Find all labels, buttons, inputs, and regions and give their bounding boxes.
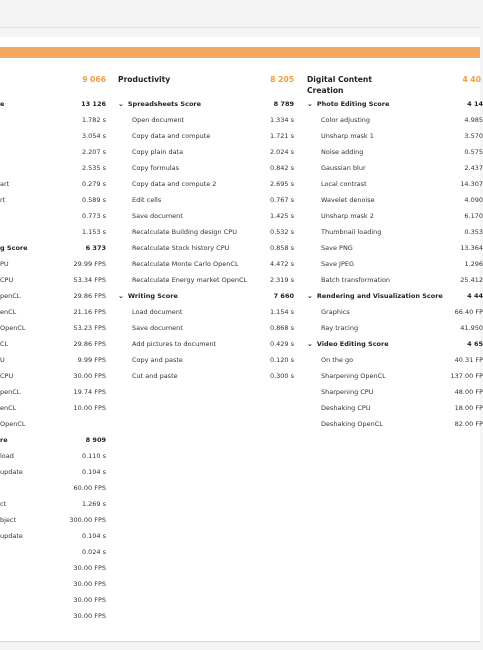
row-label-wrap [0, 336, 8, 352]
row-label-wrap [132, 352, 183, 368]
row-value: 30.00 FPS [73, 564, 106, 572]
row-label-wrap [321, 320, 358, 336]
result-row [0, 368, 106, 384]
row-label: Save JPEG [321, 260, 355, 268]
top-divider [0, 27, 480, 28]
result-row [307, 224, 483, 240]
row-label-wrap [321, 176, 367, 192]
column-header-label: Productivity [118, 75, 171, 84]
column-header-label: Digital Content Creation [307, 75, 372, 95]
column-header [307, 74, 483, 96]
result-row [0, 192, 106, 208]
row-label-wrap [0, 288, 20, 304]
row-label: Save document [132, 324, 183, 332]
row-value: 0.120 s [269, 356, 294, 364]
result-row [0, 160, 106, 176]
row-label: penCL [0, 292, 21, 300]
result-row [0, 128, 106, 144]
row-label-wrap [321, 256, 354, 272]
row-label-wrap [0, 432, 8, 448]
row-label: Recalculate Energy market OpenCL [132, 276, 248, 284]
row-value: 40.31 FP [454, 356, 483, 364]
row-value: 0.767 s [269, 196, 294, 204]
result-row [307, 352, 483, 368]
row-label: Unsharp mask 1 [321, 132, 374, 140]
result-row [0, 608, 106, 624]
result-row [307, 320, 483, 336]
row-label: Deshaking OpenCL [321, 420, 383, 428]
row-label: Load document [132, 308, 183, 316]
row-label-wrap [132, 320, 183, 336]
row-value: 8 789 [273, 100, 294, 108]
row-label: Edit cells [132, 196, 162, 204]
row-value: 29.99 FPS [73, 260, 106, 268]
row-label-wrap [132, 160, 179, 176]
row-value: 137.00 FP [450, 372, 483, 380]
row-value: 1.154 s [269, 308, 294, 316]
row-label-wrap [0, 416, 26, 432]
column-header [0, 74, 106, 96]
row-value: 6.170 [464, 212, 483, 220]
result-row [0, 432, 106, 448]
row-value: 2.024 s [269, 148, 294, 156]
row-value: 53.34 FPS [73, 276, 106, 284]
row-label: CL [0, 340, 9, 348]
row-label-wrap [321, 112, 370, 128]
row-label: Batch transformation [321, 276, 391, 284]
row-value: 13.364 [460, 244, 483, 252]
row-label: enCL [0, 404, 17, 412]
row-label: Writing Score [127, 292, 178, 300]
row-value: 0.024 s [81, 548, 106, 556]
row-value: 4.985 [464, 116, 483, 124]
row-label-wrap [132, 112, 184, 128]
result-row [0, 464, 106, 480]
row-value: 19.74 FPS [73, 388, 106, 396]
row-label-wrap [307, 336, 389, 352]
row-label: enCL [0, 308, 17, 316]
row-label-wrap [0, 496, 6, 512]
row-label: Recalculate Stock history CPU [132, 244, 230, 252]
result-row [307, 416, 483, 432]
row-label: e [0, 100, 5, 108]
row-label: Gaussian blur [321, 164, 366, 172]
row-label: ct [0, 500, 7, 508]
row-label: Copy plain data [132, 148, 184, 156]
row-label: re [0, 436, 8, 444]
row-value: 29.86 FPS [73, 340, 106, 348]
result-row [307, 368, 483, 384]
row-label-wrap [0, 464, 23, 480]
row-value: 0.842 s [269, 164, 294, 172]
result-row [118, 368, 294, 384]
row-label-wrap [118, 288, 178, 304]
result-row [118, 224, 294, 240]
row-label-wrap [0, 176, 9, 192]
row-label: art [0, 180, 10, 188]
row-label: bject [0, 516, 17, 524]
row-value: 30.00 FPS [73, 596, 106, 604]
row-label: update [0, 532, 23, 540]
result-row [0, 176, 106, 192]
row-label: Wavelet denoise [321, 196, 375, 204]
row-value: 2.319 s [269, 276, 294, 284]
result-row [0, 384, 106, 400]
row-label: Deshaking CPU [321, 404, 371, 412]
result-row [307, 256, 483, 272]
row-label: Ray tracing [321, 324, 359, 332]
result-row [307, 160, 483, 176]
row-value: 7 660 [273, 292, 294, 300]
row-label: Recalculate Building design CPU [132, 228, 237, 236]
result-row [0, 96, 106, 112]
column-header-value: 8 205 [270, 75, 294, 84]
result-row [0, 288, 106, 304]
row-value: 14.307 [460, 180, 483, 188]
result-row [0, 416, 106, 432]
result-row [307, 176, 483, 192]
results-panel [0, 37, 483, 642]
result-row [0, 272, 106, 288]
result-row [118, 128, 294, 144]
digital-content-creation-column [307, 74, 483, 432]
row-value: 13 126 [81, 100, 106, 108]
essentials-column [0, 74, 106, 624]
row-value: 4 44 [467, 292, 483, 300]
row-label: Copy and paste [132, 356, 183, 364]
row-label: Video Editing Score [316, 340, 389, 348]
row-value: 0.532 s [269, 228, 294, 236]
section-row[interactable] [118, 288, 294, 304]
row-label-wrap [132, 224, 237, 240]
row-value: 25.412 [460, 276, 483, 284]
row-label: Add pictures to document [132, 340, 217, 348]
row-label-wrap [0, 192, 5, 208]
row-label: Noise adding [321, 148, 364, 156]
result-row [0, 304, 106, 320]
row-label: Sharpening OpenCL [321, 372, 386, 380]
result-row [118, 304, 294, 320]
result-row [118, 256, 294, 272]
row-label-wrap [132, 336, 216, 352]
row-label-wrap [321, 416, 383, 432]
row-value: 1.425 s [269, 212, 294, 220]
row-label-wrap [0, 368, 13, 384]
row-label-wrap [0, 96, 4, 112]
row-label: U [0, 356, 5, 364]
row-label-wrap [0, 304, 16, 320]
row-value: 1.296 [464, 260, 483, 268]
row-label-wrap [0, 256, 9, 272]
result-row [118, 240, 294, 256]
row-label: CPU [0, 276, 14, 284]
result-row [307, 304, 483, 320]
row-label: Copy data and compute [132, 132, 211, 140]
row-label-wrap [321, 160, 366, 176]
chevron-down-icon[interactable]: ⌄ [307, 340, 313, 348]
row-value: 41.950 [460, 324, 483, 332]
row-value: 30.00 FPS [73, 372, 106, 380]
result-row [0, 448, 106, 464]
row-value: 0.868 s [269, 324, 294, 332]
row-label-wrap [132, 176, 216, 192]
row-value: 3.570 [464, 132, 483, 140]
result-row [0, 240, 106, 256]
row-label-wrap [321, 192, 375, 208]
result-row [0, 560, 106, 576]
row-value: 0.575 [464, 148, 483, 156]
row-value: 0.300 s [269, 372, 294, 380]
row-label: Thumbnail loading [321, 228, 382, 236]
result-row [307, 144, 483, 160]
result-row [0, 320, 106, 336]
result-row [0, 256, 106, 272]
row-label: On the go [321, 356, 354, 364]
row-label-wrap [132, 208, 183, 224]
row-value: 0.589 s [81, 196, 106, 204]
row-value: 82.00 FP [454, 420, 483, 428]
row-value: 0.353 [464, 228, 483, 236]
column-header-value: 9 066 [82, 75, 106, 84]
row-label-wrap [132, 272, 247, 288]
row-label-wrap [321, 224, 381, 240]
result-row [0, 480, 106, 496]
row-label-wrap [132, 256, 239, 272]
row-label: penCL [0, 388, 21, 396]
result-row [118, 160, 294, 176]
row-value: 2.437 [464, 164, 483, 172]
row-label-wrap [0, 240, 28, 256]
result-row [307, 240, 483, 256]
row-label: Color adjusting [321, 116, 371, 124]
row-label: OpenCL [0, 324, 26, 332]
section-row[interactable] [307, 96, 483, 112]
row-value: 1.721 s [269, 132, 294, 140]
row-value: 60.00 FPS [73, 484, 106, 492]
result-row [307, 384, 483, 400]
result-row [118, 112, 294, 128]
row-label: Unsharp mask 2 [321, 212, 374, 220]
chevron-down-icon[interactable]: ⌄ [307, 100, 313, 108]
row-label: Local contrast [321, 180, 367, 188]
result-row [0, 512, 106, 528]
row-value: 4 65 [467, 340, 483, 348]
row-value: 1.782 s [81, 116, 106, 124]
row-label: Rendering and Visualization Score [316, 292, 443, 300]
result-row [0, 352, 106, 368]
row-label-wrap [321, 384, 373, 400]
result-row [307, 128, 483, 144]
row-value: 0.104 s [81, 468, 106, 476]
row-label-wrap [118, 96, 201, 112]
productivity-column [118, 74, 294, 384]
row-label-wrap [307, 96, 389, 112]
row-value: 6 373 [85, 244, 106, 252]
result-row [0, 144, 106, 160]
section-row[interactable] [307, 288, 483, 304]
row-label-wrap [132, 192, 161, 208]
row-label: CPU [0, 372, 14, 380]
result-row [0, 576, 106, 592]
chevron-down-icon[interactable]: ⌄ [118, 292, 124, 300]
row-value: 66.40 FP [454, 308, 483, 316]
row-label-wrap [321, 128, 374, 144]
row-label: rt [0, 196, 6, 204]
result-row [118, 144, 294, 160]
row-label-wrap [0, 352, 5, 368]
section-row[interactable] [307, 336, 483, 352]
row-value: 9.99 FPS [77, 356, 106, 364]
result-row [0, 208, 106, 224]
result-row [307, 272, 483, 288]
row-label-wrap [132, 128, 210, 144]
result-row [118, 176, 294, 192]
row-label: Photo Editing Score [316, 100, 390, 108]
row-label-wrap [0, 528, 23, 544]
row-label: Save PNG [321, 244, 353, 252]
chevron-down-icon[interactable]: ⌄ [307, 292, 313, 300]
row-value: 18.00 FP [454, 404, 483, 412]
row-label: OpenCL [0, 420, 26, 428]
row-label-wrap [307, 288, 443, 304]
row-value: 0.110 s [81, 452, 106, 460]
row-label: g Score [0, 244, 28, 252]
row-label-wrap [0, 272, 13, 288]
row-label-wrap [0, 384, 20, 400]
orange-banner [0, 47, 480, 58]
row-label-wrap [321, 352, 353, 368]
row-label: Graphics [321, 308, 350, 316]
row-label: Copy formulas [132, 164, 180, 172]
row-label: Spreadsheets Score [127, 100, 202, 108]
row-value: 300.00 FPS [69, 516, 106, 524]
row-value: 0.279 s [81, 180, 106, 188]
result-row [118, 192, 294, 208]
chevron-down-icon[interactable]: ⌄ [118, 100, 124, 108]
row-label-wrap [321, 144, 363, 160]
row-label: Sharpening CPU [321, 388, 374, 396]
result-row [0, 400, 106, 416]
column-header-value: 4 40 [462, 75, 481, 84]
row-label: Recalculate Monte Carlo OpenCL [132, 260, 239, 268]
row-value: 0.104 s [81, 532, 106, 540]
row-value: 1.153 s [81, 228, 106, 236]
row-label-wrap [321, 208, 374, 224]
row-value: 10.00 FPS [73, 404, 106, 412]
row-label: Open document [132, 116, 185, 124]
row-label-wrap [0, 320, 26, 336]
result-row [0, 592, 106, 608]
result-row [118, 352, 294, 368]
row-label-wrap [321, 304, 350, 320]
row-value: 2.207 s [81, 148, 106, 156]
row-label-wrap [132, 240, 229, 256]
row-label: PU [0, 260, 9, 268]
row-value: 4 14 [467, 100, 483, 108]
result-row [0, 544, 106, 560]
row-value: 21.16 FPS [73, 308, 106, 316]
row-value: 3.054 s [81, 132, 106, 140]
row-value: 30.00 FPS [73, 580, 106, 588]
result-row [307, 112, 483, 128]
row-label-wrap [0, 512, 16, 528]
result-row [118, 272, 294, 288]
row-label-wrap [132, 144, 183, 160]
result-row [118, 208, 294, 224]
section-row[interactable] [118, 96, 294, 112]
row-label: Cut and paste [132, 372, 178, 380]
column-header [118, 74, 294, 96]
row-label-wrap [132, 304, 182, 320]
result-row [0, 336, 106, 352]
row-value: 1.334 s [269, 116, 294, 124]
result-row [0, 112, 106, 128]
result-row [307, 400, 483, 416]
row-label: load [0, 452, 14, 460]
row-value: 0.773 s [81, 212, 106, 220]
result-row [118, 336, 294, 352]
row-value: 0.858 s [269, 244, 294, 252]
row-value: 8 909 [85, 436, 106, 444]
row-label-wrap [321, 368, 386, 384]
row-value: 30.00 FPS [73, 612, 106, 620]
result-row [0, 224, 106, 240]
row-value: 1.269 s [81, 500, 106, 508]
result-row [307, 208, 483, 224]
row-value: 2.695 s [269, 180, 294, 188]
row-label-wrap [132, 368, 178, 384]
row-value: 0.429 s [269, 340, 294, 348]
row-label: Copy data and compute 2 [132, 180, 217, 188]
row-label: update [0, 468, 23, 476]
row-value: 29.86 FPS [73, 292, 106, 300]
row-label-wrap [321, 400, 371, 416]
row-label: Save document [132, 212, 183, 220]
result-row [0, 528, 106, 544]
row-value: 4.472 s [269, 260, 294, 268]
row-label-wrap [321, 272, 390, 288]
result-row [307, 192, 483, 208]
row-label-wrap [0, 400, 16, 416]
result-row [0, 496, 106, 512]
result-row [118, 320, 294, 336]
row-value: 53.23 FPS [73, 324, 106, 332]
row-value: 48.00 FP [454, 388, 483, 396]
row-label-wrap [321, 240, 353, 256]
row-label-wrap [0, 448, 14, 464]
row-value: 2.535 s [81, 164, 106, 172]
row-value: 4.090 [464, 196, 483, 204]
